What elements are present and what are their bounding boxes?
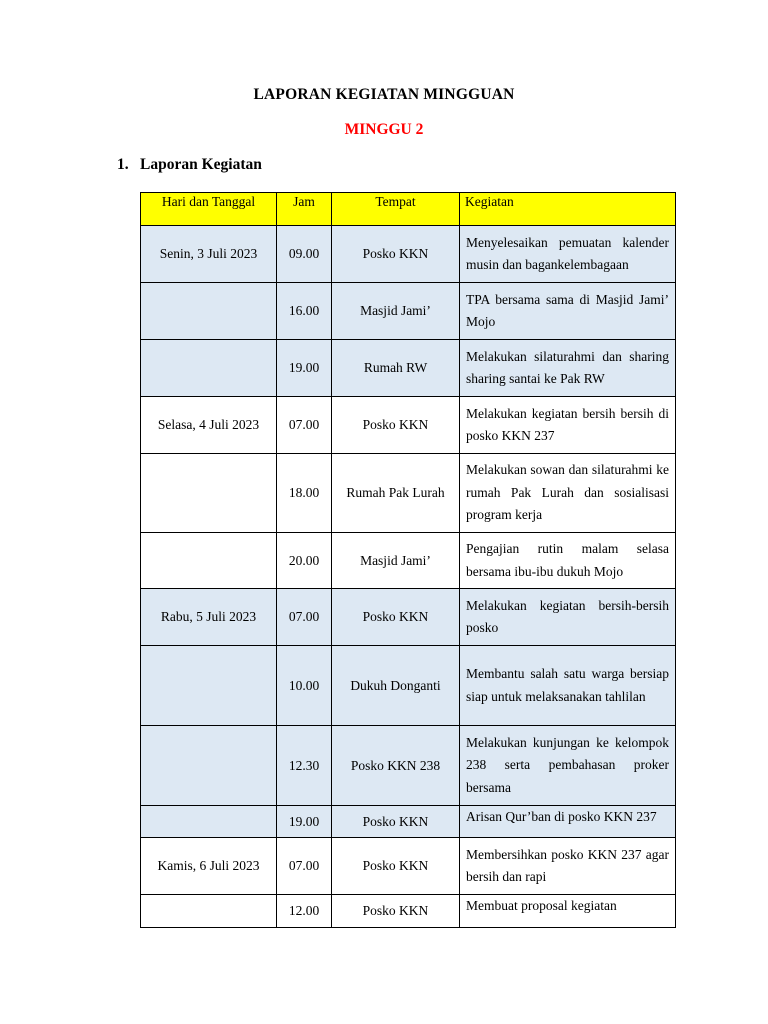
cell-tempat: Posko KKN <box>332 838 460 895</box>
cell-kegiatan: Pengajian rutin malam selasa bersama ibu-ibu dukuh Mojo <box>460 533 676 589</box>
cell-hari <box>141 340 277 397</box>
cell-tempat: Rumah RW <box>332 340 460 397</box>
table-row <box>141 454 676 533</box>
header-hari: Hari dan Tanggal <box>141 193 277 226</box>
cell-jam: 16.00 <box>277 283 332 340</box>
cell-jam: 07.00 <box>277 397 332 454</box>
cell-tempat: Posko KKN 238 <box>332 726 460 806</box>
cell-jam: 07.00 <box>277 838 332 895</box>
cell-jam: 07.00 <box>277 589 332 646</box>
cell-hari <box>141 646 277 726</box>
cell-tempat: Posko KKN <box>332 589 460 646</box>
cell-kegiatan: Melakukan silaturahmi dan sharing sharing santai ke Pak RW <box>460 340 676 397</box>
cell-hari: Senin, 3 Juli 2023 <box>141 226 277 283</box>
cell-kegiatan: Melakukan kunjungan ke kelompok 238 serta pembahasan proker bersama <box>460 726 676 806</box>
cell-kegiatan: Membersihkan posko KKN 237 agar bersih dan rapi <box>460 838 676 895</box>
cell-jam: 12.30 <box>277 726 332 806</box>
table-row <box>141 726 676 806</box>
cell-jam: 12.00 <box>277 895 332 928</box>
cell-tempat: Posko KKN <box>332 895 460 928</box>
section-title: Laporan Kegiatan <box>140 156 262 173</box>
cell-tempat: Posko KKN <box>332 397 460 454</box>
cell-kegiatan: Melakukan kegiatan bersih-bersih posko <box>460 589 676 646</box>
cell-jam: 19.00 <box>277 806 332 838</box>
table-row <box>141 533 676 589</box>
table-row <box>141 646 676 726</box>
cell-hari <box>141 895 277 928</box>
header-jam: Jam <box>277 193 332 226</box>
week-label: MINGGU 2 <box>344 121 424 138</box>
cell-jam: 10.00 <box>277 646 332 726</box>
cell-hari <box>141 726 277 806</box>
cell-kegiatan: Melakukan kegiatan bersih bersih di posko KKN 237 <box>460 397 676 454</box>
cell-kegiatan: TPA bersama sama di Masjid Jami’ Mojo <box>460 283 676 340</box>
header-tempat: Tempat <box>332 193 460 226</box>
cell-tempat: Masjid Jami’ <box>332 533 460 589</box>
table-row <box>141 838 676 895</box>
cell-hari: Kamis, 6 Juli 2023 <box>141 838 277 895</box>
cell-tempat: Rumah Pak Lurah <box>332 454 460 533</box>
cell-hari <box>141 454 277 533</box>
cell-hari: Selasa, 4 Juli 2023 <box>141 397 277 454</box>
cell-kegiatan: Membantu salah satu warga bersiap siap untuk melaksanakan tahlilan <box>460 646 676 726</box>
table-header-row <box>141 193 676 226</box>
cell-jam: 19.00 <box>277 340 332 397</box>
table-row <box>141 806 676 838</box>
table-row <box>141 589 676 646</box>
cell-hari <box>141 533 277 589</box>
cell-jam: 09.00 <box>277 226 332 283</box>
document-title: LAPORAN KEGIATAN MINGGUAN <box>253 86 515 103</box>
cell-hari: Rabu, 5 Juli 2023 <box>141 589 277 646</box>
table-row <box>141 340 676 397</box>
cell-tempat: Masjid Jami’ <box>332 283 460 340</box>
cell-kegiatan: Membuat proposal kegiatan <box>460 895 676 928</box>
table-row <box>141 226 676 283</box>
section-heading <box>117 156 262 174</box>
table-row <box>141 895 676 928</box>
cell-tempat: Posko KKN <box>332 226 460 283</box>
table-row <box>141 397 676 454</box>
cell-kegiatan: Menyelesaikan pemuatan kalender musin dan bagankelembagaan <box>460 226 676 283</box>
cell-tempat: Posko KKN <box>332 806 460 838</box>
activity-table <box>140 192 676 928</box>
cell-jam: 18.00 <box>277 454 332 533</box>
cell-kegiatan: Melakukan sowan dan silaturahmi ke rumah Pak Lurah dan sosialisasi program kerja <box>460 454 676 533</box>
cell-hari <box>141 806 277 838</box>
cell-tempat: Dukuh Donganti <box>332 646 460 726</box>
section-number: 1. <box>117 156 129 173</box>
cell-kegiatan: Arisan Qur’ban di posko KKN 237 <box>460 806 676 838</box>
cell-jam: 20.00 <box>277 533 332 589</box>
header-kegiatan: Kegiatan <box>460 193 676 226</box>
table-row <box>141 283 676 340</box>
cell-hari <box>141 283 277 340</box>
